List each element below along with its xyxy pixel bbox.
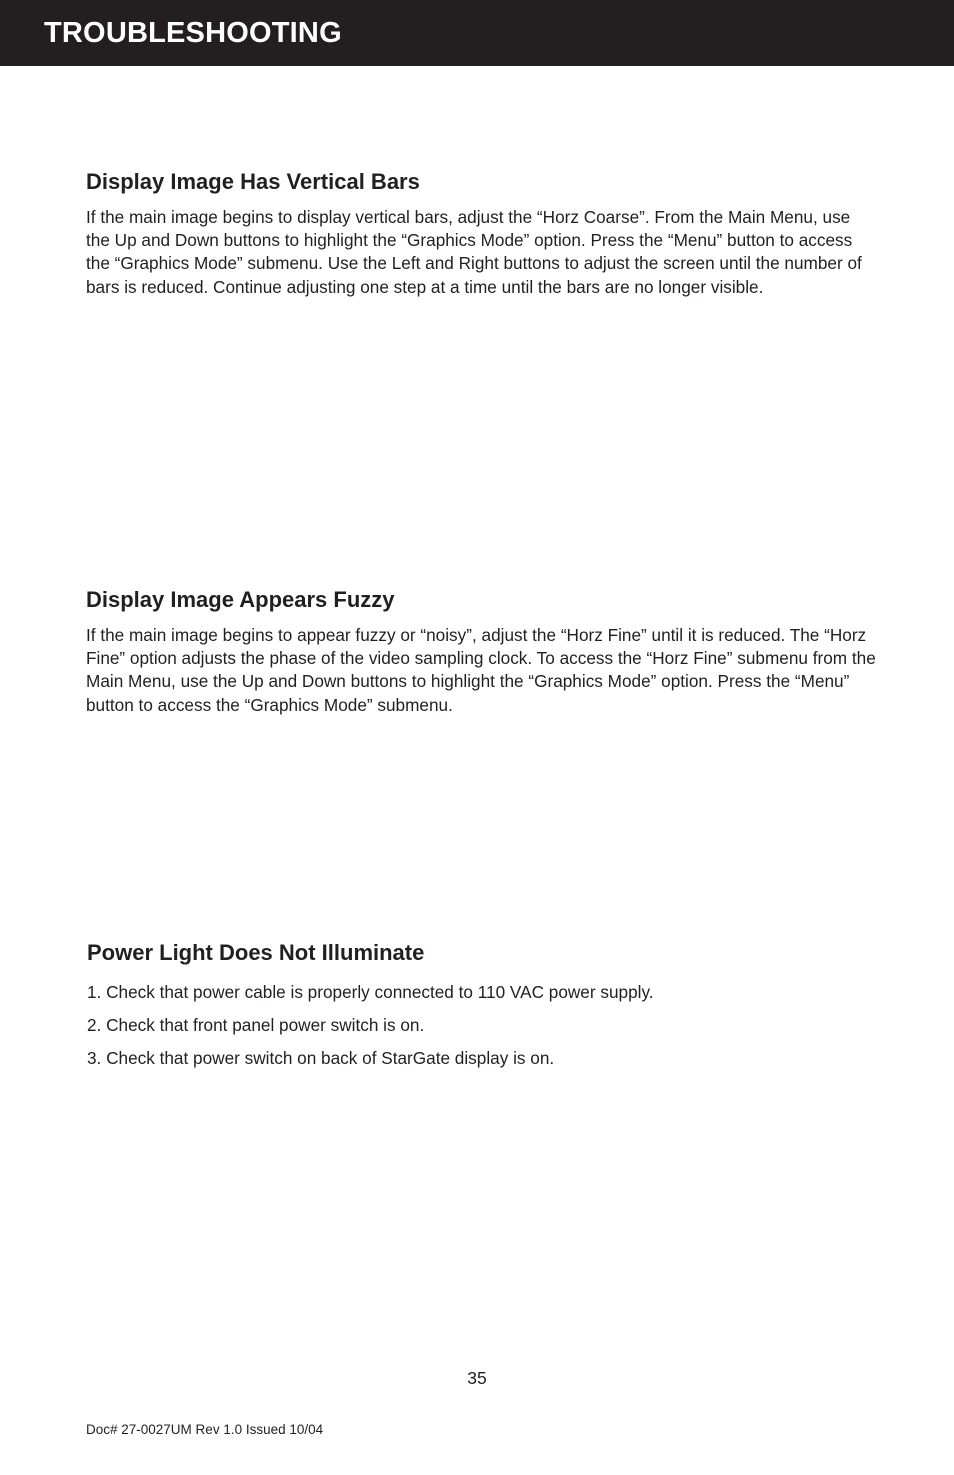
- section-fuzzy-image: [86, 586, 876, 717]
- page-number: 35: [467, 1368, 487, 1388]
- page-title: TROUBLESHOOTING: [44, 17, 342, 49]
- section-heading: Power Light Does Not Illuminate: [87, 940, 425, 965]
- section-body: If the main image begins to appear fuzzy or “noisy”, adjust the “Horz Fine” until it is reduced. The “Horz Fine” option adjusts the phase of the video sampling clock. To access the “Horz Fine” submenu from the Main Menu, use the Up and Down buttons to highlight the “Graphics Mode” option. Press the “Menu” button to access the “Graphics Mode” submenu.: [86, 625, 876, 715]
- step-item: 1. Check that power cable is properly connected to 110 VAC power supply.: [87, 982, 654, 1002]
- section-heading: Display Image Has Vertical Bars: [86, 169, 420, 194]
- section-body: If the main image begins to display vertical bars, adjust the “Horz Coarse”. From the Main Menu, use the Up and Down buttons to highlight the “Graphics Mode” option. Press the “Menu” button to access the “Graphics Mode” submenu. Use the Left and Right buttons to adjust the screen until the number of bars is reduced. Continue adjusting one step at a time until the bars are no longer visible.: [86, 207, 862, 297]
- steps-list: [87, 981, 877, 1070]
- section-vertical-bars: [86, 168, 876, 299]
- step-item: 2. Check that front panel power switch is on.: [87, 1015, 425, 1035]
- document-id: Doc# 27-0027UM Rev 1.0 Issued 10/04: [86, 1422, 324, 1437]
- section-power-light: [87, 939, 877, 1080]
- section-heading: Display Image Appears Fuzzy: [86, 587, 395, 612]
- header-bar: [0, 0, 954, 66]
- step-item: 3. Check that power switch on back of StarGate display is on.: [87, 1048, 555, 1068]
